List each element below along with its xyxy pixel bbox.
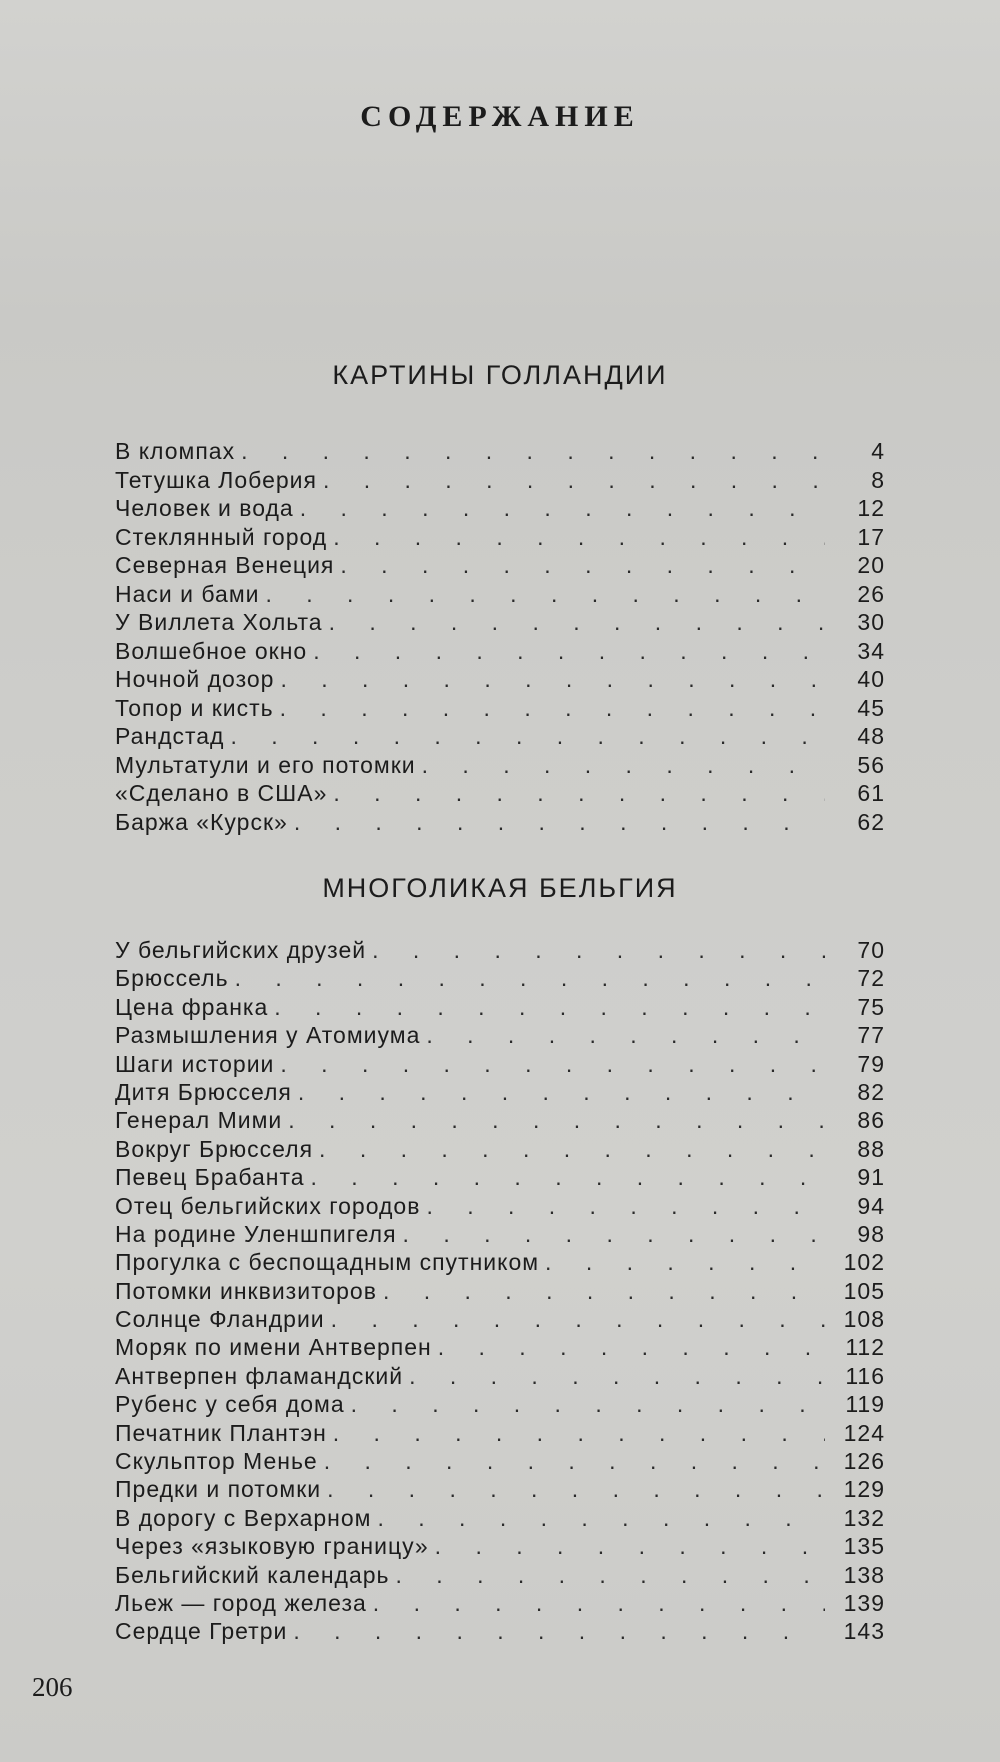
- toc-entry-title: Солнце Фландрии: [115, 1306, 325, 1333]
- toc-entry: [115, 779, 885, 808]
- toc-entry: [115, 665, 885, 694]
- toc-entry: [115, 1617, 885, 1645]
- dot-leader: [280, 665, 825, 694]
- toc-entry-title: Генерал Мими: [115, 1107, 283, 1134]
- toc-entry-page: 88: [857, 1135, 885, 1162]
- toc-entry-page: 143: [843, 1618, 885, 1645]
- toc-entry: [115, 1475, 885, 1503]
- toc-entry-title: Топор и кисть: [115, 694, 274, 721]
- toc-entry: [115, 1305, 885, 1333]
- toc-entry-page: 48: [857, 723, 885, 749]
- toc-entry-page: 34: [857, 637, 885, 664]
- dot-leader: [319, 1135, 825, 1163]
- dot-leader: [438, 1333, 825, 1361]
- toc-entry-page: 139: [843, 1589, 885, 1616]
- toc-entry: [115, 1362, 885, 1390]
- dot-leader: [545, 1248, 825, 1276]
- toc-entry-title: В кломпах: [115, 438, 236, 464]
- toc-entry-title: Сердце Гретри: [115, 1618, 288, 1645]
- toc-entry: [115, 1532, 885, 1560]
- toc-entry: [115, 1050, 885, 1078]
- toc-entry: [115, 1589, 885, 1617]
- toc-entry: [115, 993, 885, 1021]
- toc-entry-title: Льеж — город железа: [115, 1589, 367, 1616]
- toc-entry-title: Размышления у Атомиума: [115, 1022, 421, 1049]
- toc-entry-title: Дитя Брюсселя: [115, 1078, 292, 1105]
- dot-leader: [409, 1362, 825, 1390]
- toc-entry-page: 77: [857, 1022, 885, 1049]
- dot-leader: [383, 1277, 825, 1305]
- toc-entry-page: 82: [857, 1078, 885, 1105]
- toc-entry-title: Волшебное окно: [115, 637, 308, 664]
- toc-entry-title: Рубенс у себя дома: [115, 1391, 345, 1418]
- toc-entry-page: 70: [857, 937, 885, 963]
- toc-entry-title: Скульптор Менье: [115, 1448, 318, 1475]
- toc-entry-page: 116: [845, 1362, 885, 1389]
- dot-leader: [298, 1078, 825, 1106]
- toc-entry: [115, 1220, 885, 1248]
- toc-entry-page: 4: [871, 438, 885, 464]
- dot-leader: [280, 1050, 825, 1078]
- dot-leader: [324, 1447, 825, 1475]
- dot-leader: [426, 1021, 825, 1049]
- toc-entry-page: 17: [857, 523, 885, 550]
- toc-entry-title: У Виллета Хольта: [115, 609, 323, 635]
- toc-entry-page: 102: [843, 1249, 885, 1276]
- dot-leader: [300, 494, 825, 523]
- toc-entry-title: Вокруг Брюсселя: [115, 1135, 314, 1162]
- dot-leader: [241, 437, 825, 466]
- toc-entry: [115, 1390, 885, 1418]
- toc-entry-title: Мультатули и его потомки: [115, 751, 416, 778]
- toc-entry-title: У бельгийских друзей: [115, 937, 367, 963]
- toc-entry-title: Человек и вода: [115, 495, 294, 521]
- toc-entry-title: Предки и потомки: [115, 1476, 322, 1503]
- toc-entry-title: Потомки инквизиторов: [115, 1277, 377, 1304]
- dot-leader: [333, 1419, 825, 1447]
- toc-entry: [115, 964, 885, 992]
- toc-entry-title: На родине Уленшпигеля: [115, 1220, 397, 1247]
- toc-entry: [115, 1333, 885, 1361]
- toc-entry-page: 56: [857, 751, 885, 778]
- dot-leader: [329, 608, 825, 637]
- dot-leader: [288, 1106, 825, 1134]
- toc-entry-page: 94: [857, 1192, 885, 1219]
- dot-leader: [333, 523, 825, 552]
- dot-leader: [351, 1390, 825, 1418]
- toc-entry-title: Певец Брабанта: [115, 1164, 305, 1191]
- toc-entry-page: 20: [857, 552, 885, 578]
- toc-entry-title: Через «языковую границу»: [115, 1533, 429, 1560]
- page-title: СОДЕРЖАНИЕ: [360, 100, 640, 133]
- dot-leader: [311, 1163, 825, 1191]
- dot-leader: [265, 580, 825, 609]
- dot-leader: [280, 694, 825, 723]
- toc-entry: [115, 1106, 885, 1134]
- toc-entry-title: Антверпен фламандский: [115, 1362, 404, 1389]
- toc-entry-page: 8: [871, 466, 885, 493]
- toc-entry-title: Бельгийский календарь: [115, 1561, 390, 1588]
- toc-entry-page: 62: [857, 808, 885, 835]
- toc-entry-title: Баржа «Курск»: [115, 808, 288, 835]
- dot-leader: [435, 1532, 825, 1560]
- section-heading-holland: КАРТИНЫ ГОЛЛАНДИИ: [332, 360, 668, 390]
- page-number: 206: [32, 1672, 73, 1702]
- toc-entry-page: 112: [845, 1334, 885, 1361]
- toc-entry: [115, 494, 885, 523]
- dot-leader: [294, 808, 825, 837]
- dot-leader: [378, 1504, 826, 1532]
- toc-entry: [115, 808, 885, 837]
- toc-entry: [115, 694, 885, 723]
- toc-entry-page: 98: [857, 1220, 885, 1247]
- dot-leader: [331, 1305, 825, 1333]
- toc-entry-title: «Сделано в США»: [115, 780, 328, 806]
- toc-entry-page: 135: [843, 1533, 885, 1560]
- toc-entry-title: Рандстад: [115, 723, 225, 749]
- dot-leader: [274, 993, 825, 1021]
- toc-entry: [115, 580, 885, 609]
- toc-entry-page: 61: [857, 780, 885, 806]
- toc-entry-page: 40: [857, 666, 885, 692]
- toc-entry: [115, 437, 885, 466]
- toc-entry-page: 129: [843, 1476, 885, 1503]
- toc-entry-page: 79: [857, 1050, 885, 1077]
- toc-entry-title: Отец бельгийских городов: [115, 1192, 421, 1219]
- toc-entry: [115, 1135, 885, 1163]
- dot-leader: [396, 1561, 825, 1589]
- toc-entry-page: 30: [857, 609, 885, 635]
- dot-leader: [373, 1589, 825, 1617]
- toc-entry: [115, 523, 885, 552]
- toc-entry: [115, 1504, 885, 1532]
- dot-leader: [422, 751, 825, 780]
- toc-entry-page: 26: [857, 580, 885, 607]
- dot-leader: [313, 637, 825, 666]
- toc-list-belgium: [115, 936, 885, 1646]
- toc-entry: [115, 551, 885, 580]
- dot-leader: [327, 1475, 825, 1503]
- toc-entry: [115, 1163, 885, 1191]
- toc-entry: [115, 1561, 885, 1589]
- toc-entry-page: 138: [843, 1561, 885, 1588]
- toc-entry: [115, 751, 885, 780]
- toc-entry: [115, 637, 885, 666]
- dot-leader: [403, 1220, 825, 1248]
- dot-leader: [340, 551, 825, 580]
- toc-entry-page: 75: [857, 993, 885, 1020]
- toc-entry: [115, 936, 885, 964]
- toc-entry-title: Моряк по имени Антверпен: [115, 1334, 432, 1361]
- dot-leader: [333, 779, 825, 808]
- toc-entry: [115, 1021, 885, 1049]
- section-heading-belgium: МНОГОЛИКАЯ БЕЛЬГИЯ: [322, 873, 678, 903]
- toc-entry-title: Стеклянный город: [115, 523, 328, 550]
- toc-entry: [115, 608, 885, 637]
- toc-entry-page: 126: [843, 1448, 885, 1475]
- toc-entry: [115, 466, 885, 495]
- toc-list-holland: [115, 437, 885, 836]
- toc-entry: [115, 1447, 885, 1475]
- toc-entry-page: 132: [843, 1504, 885, 1531]
- toc-entry-page: 86: [857, 1107, 885, 1134]
- dot-leader: [230, 722, 825, 751]
- dot-leader: [293, 1617, 825, 1645]
- toc-entry-page: 91: [857, 1164, 885, 1191]
- toc-entry-page: 105: [843, 1277, 885, 1304]
- toc-entry-title: Шаги истории: [115, 1050, 275, 1077]
- toc-entry-title: Ночной дозор: [115, 666, 275, 692]
- toc-entry-title: В дорогу с Верхарном: [115, 1504, 372, 1531]
- toc-entry-title: Наси и бами: [115, 580, 260, 607]
- toc-entry-page: 72: [857, 965, 885, 992]
- toc-entry: [115, 1248, 885, 1276]
- toc-entry-title: Печатник Плантэн: [115, 1419, 327, 1446]
- toc-entry: [115, 1419, 885, 1447]
- toc-entry-page: 12: [857, 495, 885, 521]
- toc-entry-title: Брюссель: [115, 965, 229, 992]
- toc-entry-title: Северная Венеция: [115, 552, 335, 578]
- toc-entry-page: 124: [843, 1419, 885, 1446]
- toc-entry-page: 119: [845, 1391, 885, 1418]
- toc-entry-page: 45: [857, 694, 885, 721]
- toc-entry-page: 108: [843, 1306, 885, 1333]
- dot-leader: [323, 466, 825, 495]
- toc-entry: [115, 1192, 885, 1220]
- toc-entry: [115, 1078, 885, 1106]
- toc-entry: [115, 1277, 885, 1305]
- toc-entry: [115, 722, 885, 751]
- toc-entry-title: Прогулка с беспощадным спутником: [115, 1249, 540, 1276]
- dot-leader: [372, 936, 825, 964]
- toc-entry-title: Цена франка: [115, 993, 269, 1020]
- toc-entry-title: Тетушка Лоберия: [115, 466, 317, 493]
- dot-leader: [235, 964, 825, 992]
- dot-leader: [426, 1192, 825, 1220]
